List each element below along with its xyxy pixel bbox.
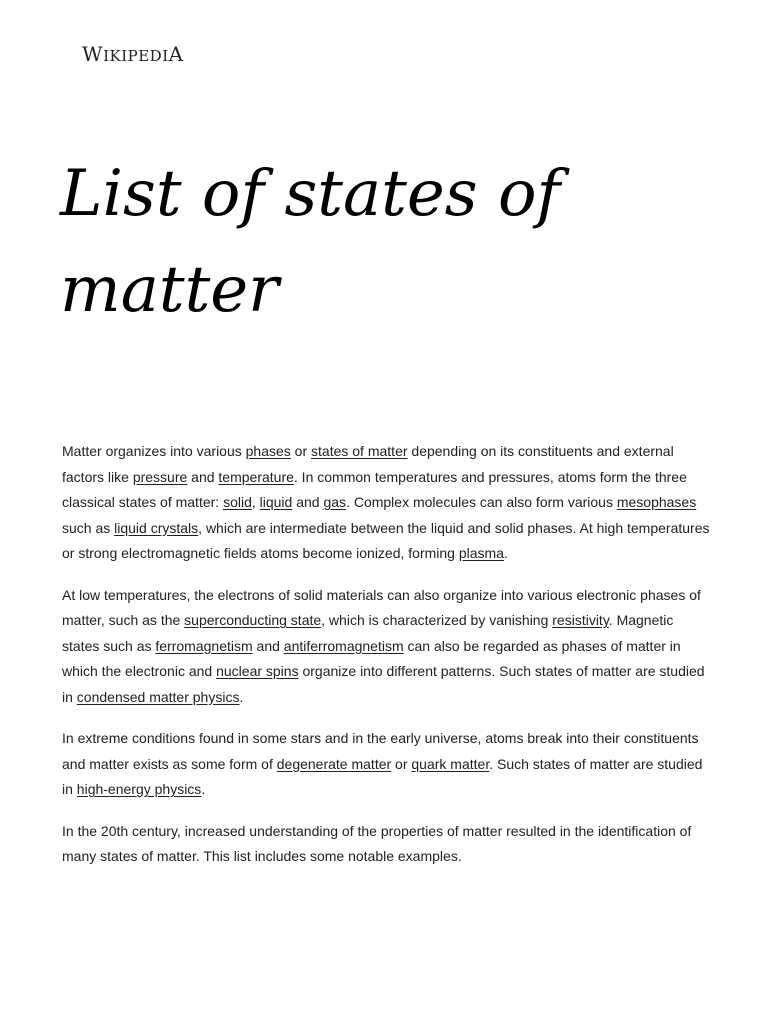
paragraph-text: , which are intermediate between the liquid and solid phases. At high temperatures or strong electromagnetic fields atoms become ionized, forming [62,519,710,561]
paragraph-text: such as [62,519,115,536]
link-high-energy-physics[interactable]: high-energy physics [76,781,202,797]
paragraph-text: . [239,688,244,705]
link-resistivity[interactable]: resistivity [552,612,609,628]
logo-first-letter: W [82,42,104,66]
link-liquid[interactable]: liquid [259,494,293,510]
link-plasma[interactable]: plasma [458,545,504,561]
link-pressure[interactable]: pressure [132,468,188,485]
paragraph-text: In the 20th century, increased understanding of the properties of matter resulted in the identification of many states of matter. This list includes some notable examples. [62,822,692,864]
logo-last-letter: A [168,42,184,66]
link-states-of-matter[interactable]: states of matter [311,443,408,459]
link-quark-matter[interactable]: quark matter [411,755,490,772]
intro-paragraph-2 [62,583,714,711]
link-liquid-crystals[interactable]: liquid crystals [114,519,199,536]
link-antiferromagnetism[interactable]: antiferromagnetism [283,637,404,654]
paragraph-text: . [504,545,508,561]
article-body [62,439,714,886]
link-superconducting-state[interactable]: superconducting state [184,612,322,628]
paragraph-text: and [187,468,219,485]
paragraph-text: , which is characterized by vanishing [321,612,553,628]
paragraph-text: . Such states of matter are studied in [62,755,703,797]
paragraph-text: depending on its constituents and external factors like [62,443,674,485]
page-title: List of states of matter [60,157,561,327]
link-mesophases[interactable]: mesophases [616,494,697,510]
link-ferromagnetism[interactable]: ferromagnetism [155,637,253,654]
paragraph-text: . Complex molecules can also form various [346,494,617,510]
paragraph-text: . Magnetic states such as [62,612,674,654]
link-gas[interactable]: gas [323,494,347,510]
paragraph-text: . [201,781,206,797]
link-nuclear-spins[interactable]: nuclear spins [216,663,299,679]
link-phases[interactable]: phases [245,443,291,459]
link-degenerate-matter[interactable]: degenerate matter [276,755,392,772]
paragraph-text: In extreme conditions found in some stars and in the early universe, atoms break into their constituents and matter exists as some form of [62,730,699,772]
intro-paragraph-1 [62,439,714,567]
logo-middle-letters: IKIPEDI [103,47,169,65]
link-temperature[interactable]: temperature [218,468,294,485]
paragraph-text: and [292,494,324,510]
intro-paragraph-4 [62,819,714,870]
paragraph-text: can also be regarded as phases of matter in which the electronic and [62,637,681,679]
paragraph-text: At low temperatures, the electrons of solid materials can also organize into various electronic phases of matter, such as the [62,586,701,628]
wikipedia-logo[interactable] [82,42,184,66]
paragraph-text: or [391,755,412,772]
paragraph-text: , [251,494,260,510]
paragraph-text: Matter organizes into various [62,443,246,459]
paragraph-text: or [290,443,312,459]
link-solid[interactable]: solid [223,494,252,510]
paragraph-text: and [252,637,284,654]
link-condensed-matter-physics[interactable]: condensed matter physics [76,688,240,705]
paragraph-text: . In common temperatures and pressures, atoms form the three classical states of matter: [62,468,687,510]
intro-paragraph-3 [62,726,714,803]
paragraph-text: organize into different patterns. Such states of matter are studied in [62,663,705,705]
